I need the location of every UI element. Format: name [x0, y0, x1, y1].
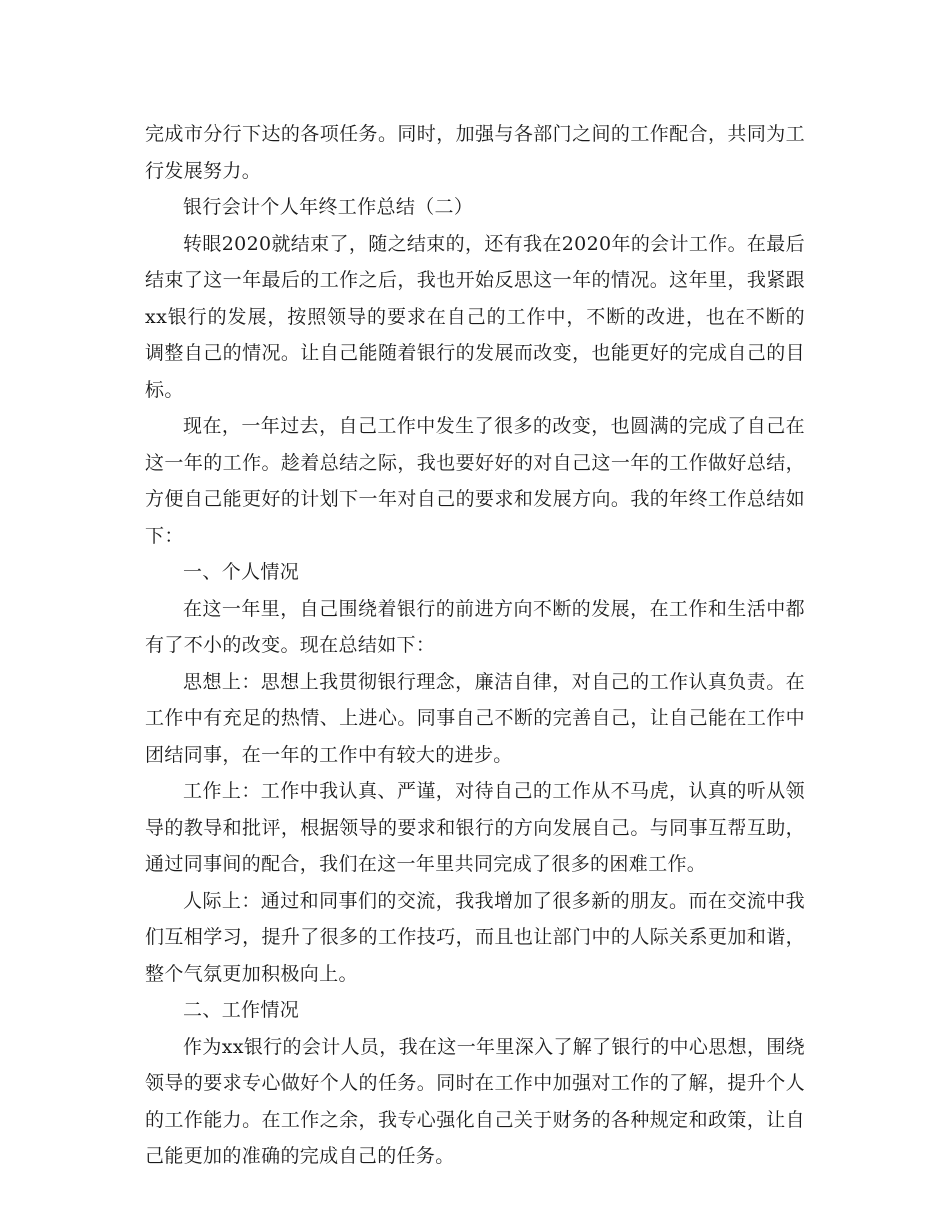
paragraph-work-details: 作为xx银行的会计人员，我在这一年里深入了解了银行的中心思想，围绕领导的要求专心做好个人的任务。同时在工作中加强对工作的了解，提升个人的工作能力。在工作之余，我专心强化自己关于财务的各种规定和政策，让自己能更加的准确的完成自己的任务。: [145, 1035, 805, 1167]
paragraph-continuation: 完成市分行下达的各项任务。同时，加强与各部门之间的工作配合，共同为工行发展努力。: [145, 123, 805, 182]
paragraph-summary-purpose: 现在，一年过去，自己工作中发生了很多的改变，也圆满的完成了自己在这一年的工作。趁着总结之际，我也要好好的对自己这一年的工作做好总结，方便自己能更好的计划下一年对自己的要求和发展方向。我的年终工作总结如下：: [145, 415, 805, 547]
paragraph-intro: 转眼2020就结束了，随之结束的，还有我在2020年的会计工作。在最后结束了这一年最后的工作之后，我也开始反思这一年的情况。这年里，我紧跟xx银行的发展，按照领导的要求在自己的工作中，不断的改进，也在不断的调整自己的情况。让自己能随着银行的发展而改变，也能更好的完成自己的目标。: [145, 232, 805, 401]
paragraph-interpersonal: 人际上：通过和同事们的交流，我我增加了很多新的朋友。而在交流中我们互相学习，提升了很多的工作技巧，而且也让部门中的人际关系更加和谐，整个气氛更加积极向上。: [145, 889, 805, 985]
heading-work-situation: 二、工作情况: [183, 999, 300, 1021]
paragraph-personal-overview: 在这一年里，自己围绕着银行的前进方向不断的发展，在工作和生活中都有了不小的改变。现在总结如下：: [145, 597, 805, 656]
paragraph-work-attitude: 工作上：工作中我认真、严谨，对待自己的工作从不马虎，认真的听从领导的教导和批评，根据领导的要求和银行的方向发展自己。与同事互帮互助，通过同事间的配合，我们在这一年里共同完成了很多的困难工作。: [145, 780, 805, 875]
section-title: 银行会计个人年终工作总结（二）: [183, 196, 474, 218]
document-body: [145, 116, 805, 1175]
paragraph-thought: 思想上：思想上我贯彻银行理念，廉洁自律，对自己的工作认真负责。在工作中有充足的热情、上进心。同事自己不断的完善自己，让自己能在工作中团结同事，在一年的工作中有较大的进步。: [145, 670, 805, 766]
heading-personal-situation: 一、个人情况: [183, 561, 300, 583]
